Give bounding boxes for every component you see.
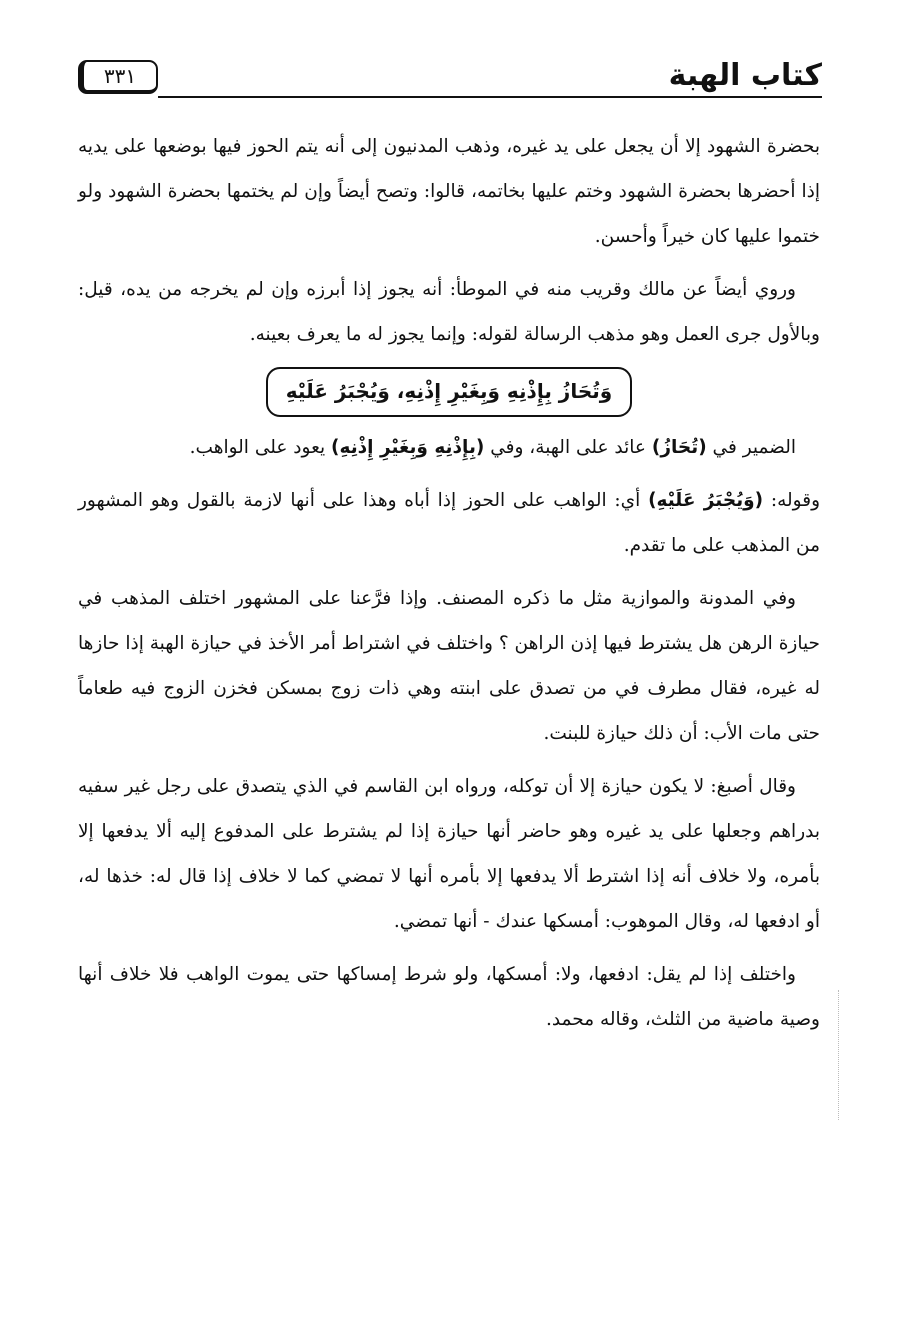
quoted-term-bi-idhnihi: (بِإِذْنِهِ وَبِغَيْرِ إِذْنِهِ)	[331, 437, 485, 458]
header-rule	[158, 96, 822, 98]
paragraph-3-text-a: الضمير في	[712, 437, 796, 458]
running-title: كتاب الهبة	[668, 58, 822, 93]
page-header	[78, 56, 822, 102]
paragraph-3-text-b: عائد على الهبة، وفي	[490, 437, 646, 458]
paragraph-2: وروي أيضاً عن مالك وقريب منه في الموطأ: أنه يجوز إذا أبرزه وإن لم يخرجه من يده، قيل: وبالأول جرى العمل وهو مذهب الرسالة لقوله: وإنما يجوز له ما يعرف بعينه.	[78, 279, 820, 345]
paragraph-1: بحضرة الشهود إلا أن يجعل على يد غيره، وذهب المدنيون إلى أنه يتم الحوز فيها بوضعها على يديه إذا أحضرها بحضرة الشهود وختم عليها بخاتمه، قالوا: وتصح أيضاً وإن لم يختمها بحضرة الشهود ولو ختموا عليها كان خيراً وأحسن.	[78, 136, 820, 247]
matn-quote-box: وَتُحَازُ بِإِذْنِهِ وَبِغَيْرِ إِذْنِهِ، وَيُجْبَرُ عَلَيْهِ	[266, 367, 632, 417]
quoted-term-yujbar: (وَيُجْبَرُ عَلَيْهِ)	[648, 490, 764, 511]
quoted-term-tuhaz: (تُحَازُ)	[651, 437, 707, 458]
scan-margin-mark	[838, 990, 839, 1120]
paragraph-4-text-a: وقوله:	[770, 490, 821, 511]
paragraph-4-text-b: أي: الواهب على الحوز إذا أباه وهذا على أنها لازمة بالقول وهو المشهور من المذهب على ما تقدم.	[78, 490, 820, 556]
page-number: ٣٣١	[78, 60, 158, 94]
paragraph-5: وفي المدونة والموازية مثل ما ذكره المصنف. وإذا فرَّعنا على المشهور اختلف المذهب في حيازة الرهن هل يشترط فيها إذن الراهن ؟ واختلف في اشتراط أمر الأخذ في حيازة الهبة إذا حازها له غيره، فقال مطرف في من تصدق على ابنته وهي ذات زوج بمسكن فخزن الزوج فيه طعاماً حتى مات الأب: أن ذلك حيازة للبنت.	[78, 588, 820, 744]
matn-container	[78, 367, 820, 417]
paragraph-6: وقال أصبغ: لا يكون حيازة إلا أن توكله، ورواه ابن القاسم في الذي يتصدق على رجل غير سفيه بدراهم وجعلها على يد غيره وهو حاضر أنها حيازة إذا لم يشترط على المدفوع إليه ألا يدفعها إلا بأمره، ولا خلاف أنه إذا اشترط ألا يدفعها إلا بأمره أنها لا تمضي كما لا خلاف إذا قال له: خذها له، أو ادفعها له، وقال الموهوب: أمسكها عندك - أنها تمضي.	[78, 776, 820, 932]
paragraph-4	[78, 478, 820, 568]
paragraph-3-text-c: يعود على الواهب.	[189, 437, 326, 458]
paragraph-7: واختلف إذا لم يقل: ادفعها، ولا: أمسكها، ولو شرط إمساكها حتى يموت الواهب فلا خلاف أنها وصية ماضية من الثلث، وقاله محمد.	[78, 964, 820, 1030]
paragraph-3	[78, 425, 820, 470]
page-body	[78, 124, 820, 1050]
